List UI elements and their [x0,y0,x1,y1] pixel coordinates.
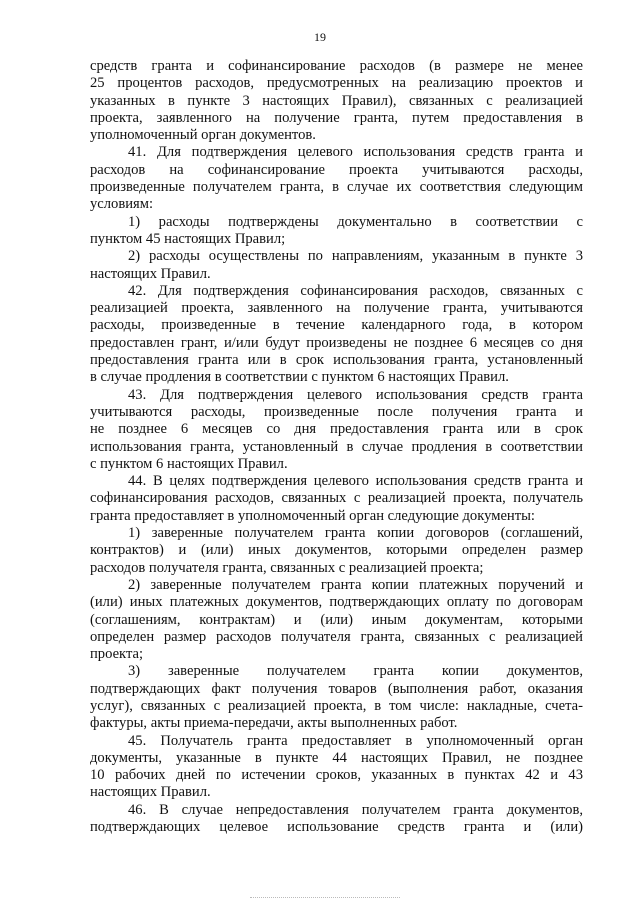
page-number: 19 [314,30,326,44]
text-line: указанных в пункте 3 настоящих Правил), связанных с реализацией [90,92,583,109]
text-line: 42. Для подтверждения софинансирования расходов, связанных с [128,282,583,299]
text-line: 41. Для подтверждения целевого использования средств гранта и [128,144,583,161]
text-line: 2) заверенные получателем гранта копии платежных поручений и [128,576,583,593]
text-line: расходов на софинансирование проекта учитываются расходы, [90,161,583,178]
text-line: средств гранта и софинансирование расходов (в размере не менее [90,58,583,74]
text-line: 45. Получатель гранта предоставляет в уполномоченный орган [128,732,583,749]
text-line: 43. Для подтверждения целевого использования средств гранта [128,386,583,403]
text-line: гранта предоставляет в уполномоченный орган следующие документы: [90,507,535,524]
text-line: 25 процентов расходов, предусмотренных на реализацию проектов и [90,75,583,92]
text-line: подтверждающих факт получения товаров (выполнения работ, оказания [90,680,583,697]
text-line: уполномоченный орган документов. [90,127,316,144]
text-line: реализацией проекта, заявленного на получение гранта, учитываются [90,300,583,317]
text-line: с пунктом 6 настоящих Правил. [90,455,288,472]
text-line: настоящих Правил. [90,784,211,801]
text-line: проекта; [90,646,144,663]
text-line: предоставления гранта или в срок использования гранта, установленный [90,352,583,369]
document-body [90,58,583,836]
text-line: 3) заверенные получателем гранта копии документов, [128,663,583,680]
text-line: 10 рабочих дней по истечении сроков, указанных в пунктах 42 и 43 [90,767,583,784]
text-line: определен размер расходов получателя гранта, связанных с реализацией [90,628,583,645]
text-line: (или) иных платежных документов, подтверждающих оплату по договорам [90,594,583,611]
text-line: услуг), связанных с реализацией проекта, в том числе: накладные, счета- [90,697,583,714]
text-line: использования гранта, установленный в случае продления в соответствии [90,438,583,455]
text-line: 44. В целях подтверждения целевого использования средств гранта и [128,473,583,490]
text-line: произведенные получателем гранта, в случае их соответствия следующим [90,179,583,196]
text-line: 46. В случае непредоставления получателем гранта документов, [128,801,583,818]
text-line: 1) расходы подтверждены документально в соответствии с [128,213,583,230]
text-line: 1) заверенные получателем гранта копии договоров (соглашений, [128,525,583,542]
text-line: настоящих Правил. [90,265,211,282]
text-line: (соглашениям, контрактам) и (или) иным документам, которыми [90,611,583,628]
text-line: проекта, заявленного на получение гранта, путем предоставления в [90,109,583,126]
text-line: фактуры, акты приема-передачи, акты выполненных работ. [90,715,458,732]
text-line: расходов получателя гранта, связанных с реализацией проекта; [90,559,484,576]
text-line: контрактов) и (или) иных документов, которыми определен размер [90,542,583,559]
footer-divider [250,897,400,898]
text-line: пунктом 45 настоящих Правил; [90,230,286,247]
text-line: предоставлен грант, и/или будут произведены не позднее 6 месяцев со дня [90,334,583,351]
text-line: подтверждающих целевое использование средств гранта и (или) [90,819,583,836]
text-line: софинансирования расходов, связанных с реализацией проекта, получатель [90,490,583,507]
text-line: не позднее 6 месяцев со дня предоставления гранта или в срок [90,421,583,438]
text-line: в случае продления в соответствии с пунктом 6 настоящих Правил. [90,369,509,386]
text-line: 2) расходы осуществлены по направлениям, указанным в пункте 3 [128,248,583,265]
text-line: учитываются расходы, произведенные после получения гранта и [90,403,583,420]
text-line: документы, указанные в пункте 44 настоящих Правил, не позднее [90,749,583,766]
text-line: расходы, произведенные в течение календарного года, в котором [90,317,583,334]
text-line: условиям: [90,196,154,213]
